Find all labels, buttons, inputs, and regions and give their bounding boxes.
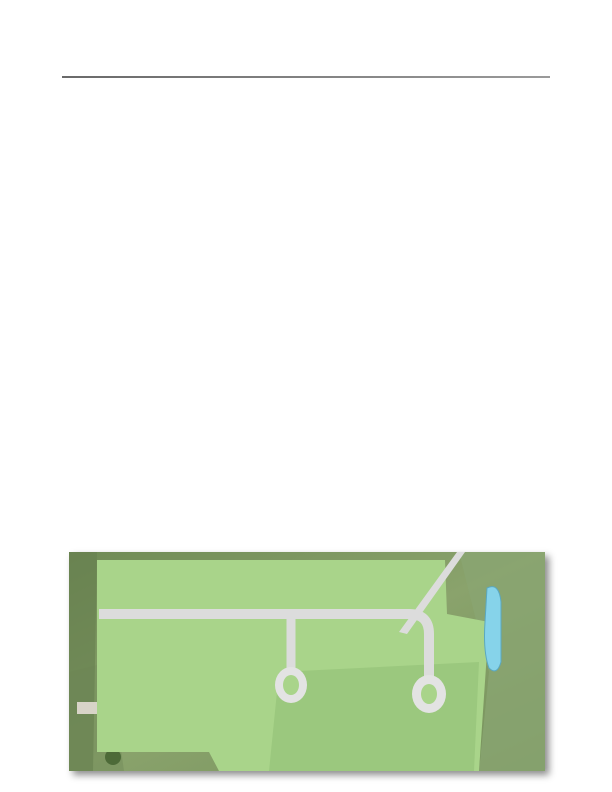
site-plan-image xyxy=(69,552,545,771)
title-divider xyxy=(62,76,550,78)
